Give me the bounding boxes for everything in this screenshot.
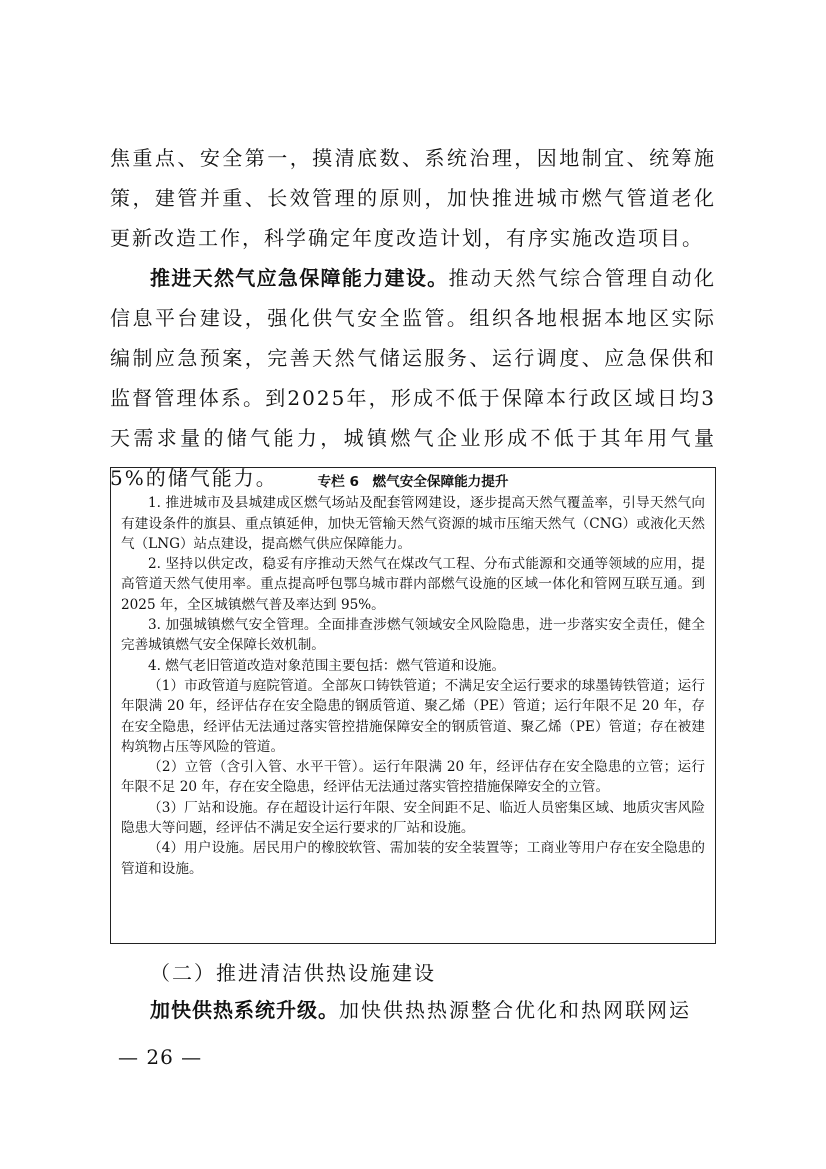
paragraph-2-lead: 推进天然气应急保障能力建设。 bbox=[150, 266, 449, 290]
feature-box-item: （1）市政管道与庭院管道。全部灰口铸铁管道；不满足安全运行要求的球墨铸铁管道；运行年限满 20 年，经评估存在安全隐患的钢质管道、聚乙烯（PE）管道；运行年限不足 20 年，存在安全隐患，经评估无法通过落实管控措施保障安全的钢质管道、聚乙烯（PE）管道；存在被建构筑物占压等风险的管道。 bbox=[121, 677, 705, 755]
feature-box-item: 1. 推进城市及县城建成区燃气场站及配套管网建设，逐步提高天然气覆盖率，引导天然气向有建设条件的旗县、重点镇延伸，加快无管输天然气资源的城市压缩天然气（CNG）或液化天然气（LNG）站点建设，提高燃气供应保障能力。 bbox=[121, 495, 705, 552]
feature-box-item: 3. 加强城镇燃气安全管理。全面排查涉燃气领域安全风险隐患，进一步落实安全责任，健全完善城镇燃气安全保障长效机制。 bbox=[121, 617, 705, 654]
feature-box-item: （2）立管（含引入管、水平干管）。运行年限满 20 年，经评估存在安全隐患的立管；运行年限不足 20 年，存在安全隐患，经评估无法通过落实管控措施保障安全的立管。 bbox=[121, 759, 705, 796]
feature-box bbox=[110, 467, 716, 944]
paragraph-2-body: 推动天然气综合管理自动化信息平台建设，强化供气安全监管。组织各地根据本地区实际编制应急预案，完善天然气储运服务、运行调度、应急保供和监督管理体系。到2025年，形成不低于保障本行政区域日均3天需求量的储气能力，城镇燃气企业形成不低于其年用气量5%的储气能力。 bbox=[110, 266, 717, 490]
body-paragraph-2 bbox=[110, 258, 716, 498]
page-number: — 26 — bbox=[118, 1045, 203, 1069]
feature-box-item: （3）厂站和设施。存在超设计运行年限、安全间距不足、临近人员密集区域、地质灾害风险隐患大等问题，经评估不满足安全运行要求的厂站和设施。 bbox=[121, 799, 705, 837]
feature-box-item: （4）用户设施。居民用户的橡胶软管、需加装的安全装置等；工商业等用户存在安全隐患的管道和设施。 bbox=[121, 840, 705, 877]
feature-box-item: 4. 燃气老旧管道改造对象范围主要包括：燃气管道和设施。 bbox=[148, 657, 506, 674]
body-paragraph-1: 焦重点、安全第一，摸清底数、系统治理，因地制宜、统筹施策，建管并重、长效管理的原则，加快推进城市燃气管道老化更新改造工作，科学确定年度改造计划，有序实施改造项目。 bbox=[110, 146, 716, 250]
body-paragraph-3 bbox=[110, 990, 716, 1030]
paragraph-3-body: 加快供热热源整合优化和热网联网运 bbox=[339, 998, 691, 1022]
section-subheading: （二）推进清洁供热设施建设 bbox=[150, 961, 436, 985]
feature-box-item: 2. 坚持以供定改，稳妥有序推动天然气在煤改气工程、分布式能源和交通等领域的应用，提高管道天然气使用率。重点提高呼包鄂乌城市群内部燃气设施的区域一体化和管网互联互通。到 2025 年，全区城镇燃气普及率达到 95%。 bbox=[121, 556, 705, 613]
paragraph-3-lead: 加快供热系统升级。 bbox=[150, 998, 339, 1022]
feature-box-title: 专栏 6 燃气安全保障能力提升 bbox=[317, 474, 509, 490]
